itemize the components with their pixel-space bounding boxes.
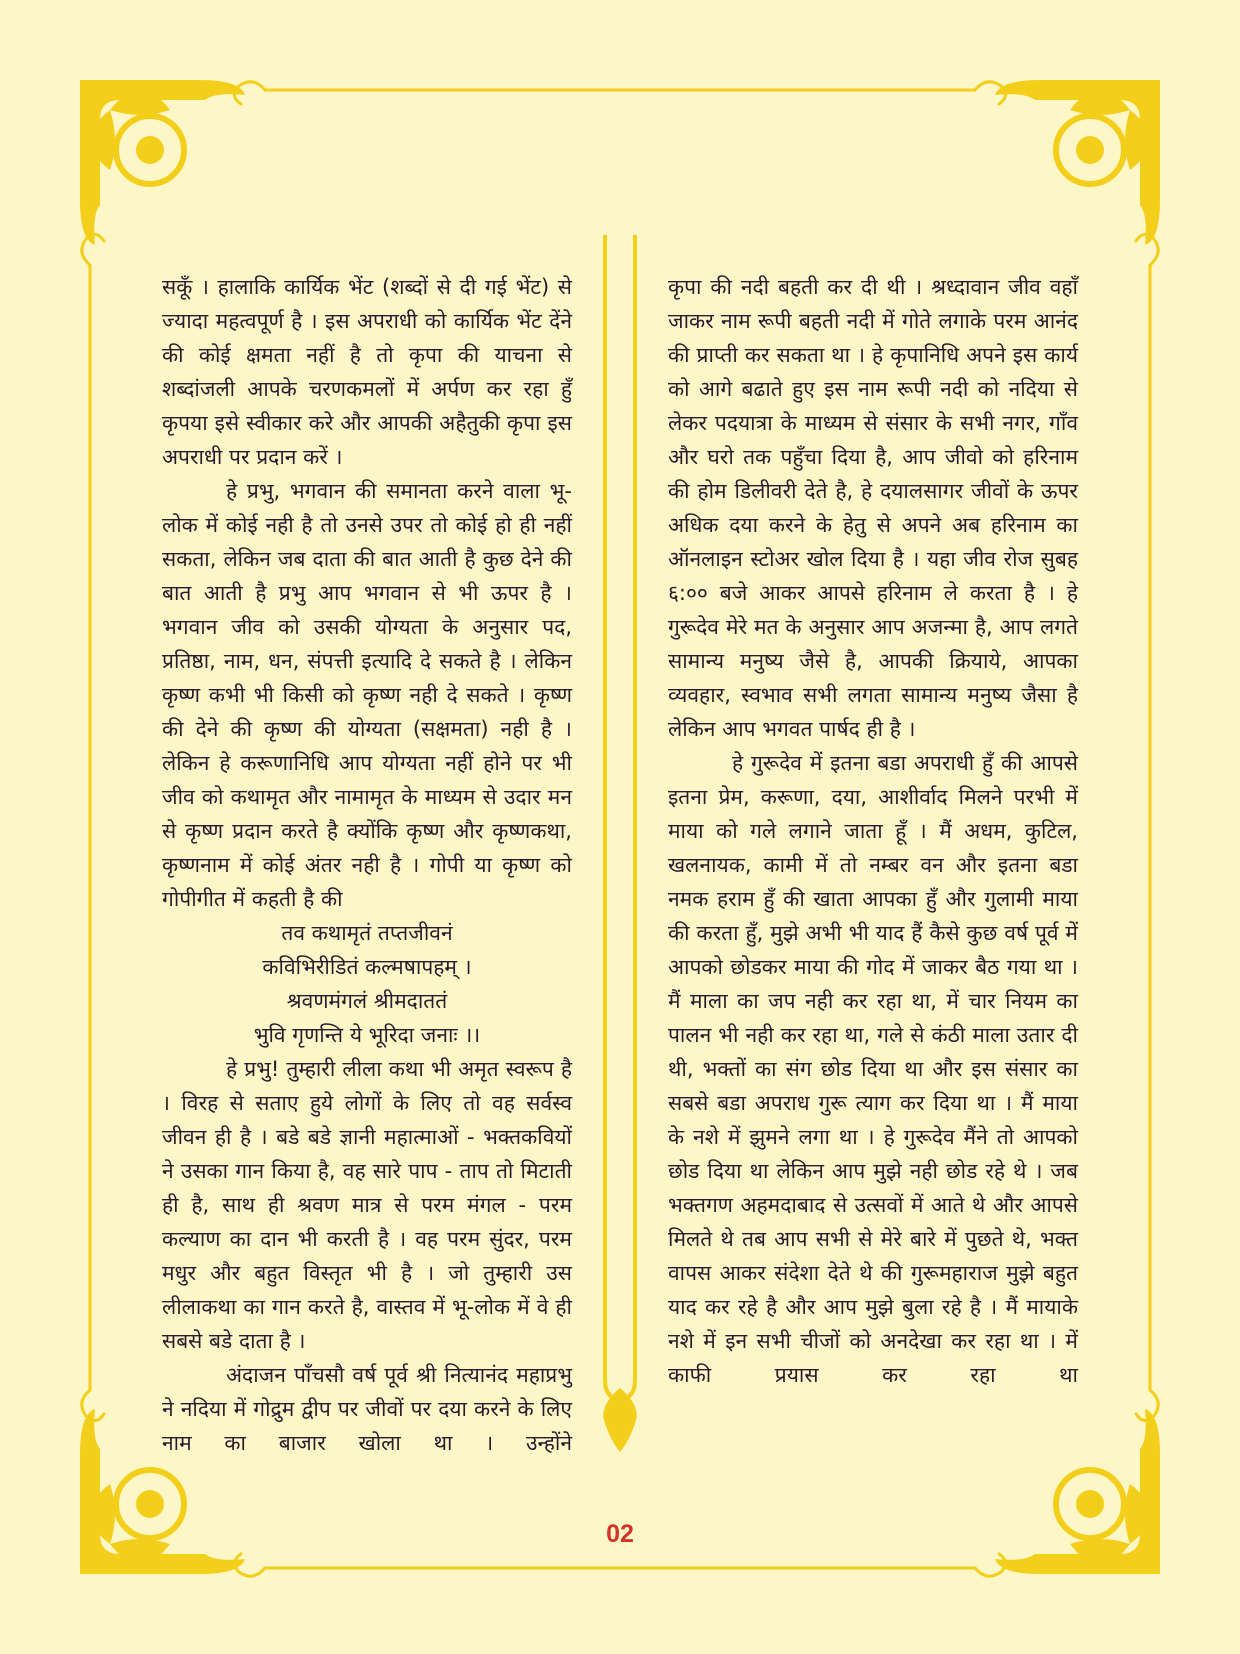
left-text-column — [162, 270, 572, 1460]
paragraph: हे गुरूदेव में इतना बडा अपराधी हुँ की आपसे इतना प्रेम, करूणा, दया, आशीर्वाद मिलने परभी में माया को गले लगाने जाता हूँ । मैं अधम, कुटिल, खलनायक, कामी में तो नम्बर वन और इतना बडा नमक हराम हुँ की खाता आपका हुँ और गुलामी माया की करता हुँ, मुझे अभी भी याद हैं कैसे कुछ वर्ष पूर्व में आपको छोडकर माया की गोद में जाकर बैठ गया था । मैं माला का जप नही कर रहा था, में चार नियम का पालन भी नही कर रहा था, गले से कंठी माला उतार दी थी, भक्तों का संग छोड दिया था और इस संसार का सबसे बडा अपराध गुरू त्याग कर दिया था । मैं माया के नशे में झुमने लगा था । हे गुरूदेव मैंने तो आपको छोड दिया था लेकिन आप मुझे नही छोड रहे थे । जब भक्तगण अहमदाबाद से उत्सवों में आते थे और आपसे मिलते थे तब आप सभी से मेरे बारे में पुछते थे, भक्त वापस आकर संदेशा देते थे की गुरूमहाराज मुझे बहुत याद कर रहे है और आप मुझे बुला रहे है । मैं मायाके नशे में इन सभी चीजों को अनदेखा कर रहा था । में काफी प्रयास कर रहा था — [668, 751, 1078, 1387]
verse-line: कविभिरीडितं कल्मषापहम् । — [262, 955, 472, 979]
right-text-column — [668, 270, 1078, 1392]
paragraph: हे प्रभु, भगवान की समानता करने वाला भू-लोक में कोई नही है तो उनसे उपर तो कोई हो ही नहीं सकता, लेकिन जब दाता की बात आती है कुछ देने की बात आती है प्रभु आप भगवान से भी ऊपर है । भगवान जीव को उसकी योग्यता के अनुसार पद, प्रतिष्ठा, नाम, धन, संपत्ती इत्यादि दे सकते है । लेकिन कृष्ण कभी भी किसी को कृष्ण नही दे सकते । कृष्ण की देने की कृष्ण की योग्यता (सक्षमता) नही है । लेकिन हे करूणानिधि आप योग्यता नहीं होने पर भी जीव को कथामृत और नामामृत के माध्यम से उदार मन से कृष्ण प्रदान करते है क्योंकि कृष्ण और कृष्णकथा, कृष्णनाम में कोई अंतर नही है । गोपी या कृष्ण को गोपीगीत में कहती है की — [162, 479, 572, 911]
paragraph: हे प्रभु! तुम्हारी लीला कथा भी अमृत स्वरूप है । विरह से सताए हुये लोगों के लिए तो वह सर्वस्व जीवन ही है । बडे बडे ज्ञानी महात्माओं - भक्तकवियों ने उसका गान किया है, वह सारे पाप - ताप तो मिटाती ही है, साथ ही श्रवण मात्र से परम मंगल - परम कल्याण का दान भी करती है । वह परम सुंदर, परम मधुर और बहुत विस्तृत भी है । जो तुम्हारी उस लीलाकथा का गान करते है, वास्तव में भू-लोक में वे ही सबसे बडे दाता है । — [162, 1057, 572, 1353]
corner-ornament-bottom-right — [995, 1409, 1170, 1574]
paragraph: सकूँ । हालाकि कार्यिक भेंट (शब्दों से दी गई भेंट) से ज्यादा महत्वपूर्ण है । इस अपराधी को कार्यिक भेंट देंने की कोई क्षमता नहीं है तो कृपा की याचना से शब्दांजली आपके चरणकमलों में अर्पण कर रहा हुँ कृपया इसे स्वीकार करे और आपकी अहैतुकी कृपा इस अपराधी पर प्रदान करें । — [162, 275, 572, 469]
corner-ornament-top-left — [70, 80, 245, 245]
paragraph: अंदाजन पाँचसौ वर्ष पूर्व श्री नित्यानंद महाप्रभु ने नदिया में गोद्रुम द्वीप पर जीवों पर दया करने के लिए नाम का बाजार खोला था । उन्होंने — [162, 1363, 572, 1455]
verse-line: भुवि गृणन्ति ये भूरिदा जनाः ।। — [253, 1023, 481, 1047]
page-number: 02 — [606, 1520, 634, 1548]
paragraph: कृपा की नदी बहती कर दी थी । श्रध्दावान जीव वहाँ जाकर नाम रूपी बहती नदी में गोते लगाके परम आनंद की प्राप्ती कर सकता था । हे कृपानिधि अपने इस कार्य को आगे बढाते हुए इस नाम रूपी नदी को नदिया से लेकर पदयात्रा के माध्यम से संसार के सभी नगर, गाँव और घरो तक पहुँचा दिया है, आप जीवो को हरिनाम की होम डिलीवरी देते है, हे दयालसागर जीवों के ऊपर अधिक दया करने के हेतु से अपने अब हरिनाम का ऑनलाइन स्टोअर खोल दिया है । यहा जीव रोज सुबह ६:०० बजे आकर आपसे हरिनाम ले करता है । हे गुरूदेव मेरे मत के अनुसार आप अजन्मा है, आप लगते सामान्य मनुष्य जैसे है, आपकी क्रियाये, आपका व्यवहार, स्वभाव सभी लगता सामान्य मनुष्य जैसा है लेकिन आप भगवत पार्षद ही है । — [668, 275, 1078, 741]
verse-line: तव कथामृतं तप्तजीवनं — [281, 921, 453, 945]
column-divider — [603, 235, 636, 1452]
corner-ornament-top-right — [995, 80, 1170, 245]
verse-line: श्रवणमंगलं श्रीमदाततं — [286, 989, 448, 1013]
